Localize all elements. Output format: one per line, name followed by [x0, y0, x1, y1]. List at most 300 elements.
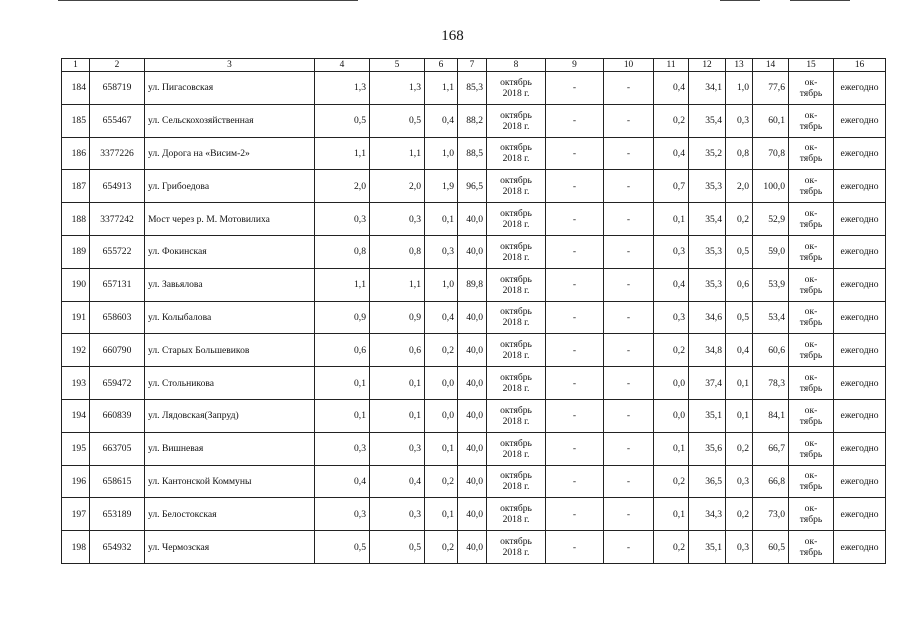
value-col-5: 1,1 — [370, 268, 425, 301]
month-col-15-line-2: тябрь — [799, 219, 823, 231]
table-row — [62, 399, 886, 432]
row-number: 195 — [62, 432, 90, 465]
value-col-5: 0,5 — [370, 531, 425, 564]
table-row — [62, 498, 886, 531]
value-col-10: - — [604, 170, 654, 203]
value-col-7: 40,0 — [458, 399, 487, 432]
value-col-12: 35,6 — [689, 432, 726, 465]
frequency-col-16: ежегодно — [834, 170, 886, 203]
value-col-10: - — [604, 104, 654, 137]
value-col-11: 0,0 — [654, 399, 689, 432]
value-col-12: 35,3 — [689, 170, 726, 203]
value-col-5: 0,6 — [370, 334, 425, 367]
column-number-10: 10 — [604, 59, 654, 72]
value-col-13: 0,3 — [726, 465, 753, 498]
period-col-8-line-2: 2018 г. — [502, 153, 530, 165]
value-col-9: - — [546, 203, 604, 236]
object-id: 654932 — [90, 531, 145, 564]
value-col-6: 0,2 — [425, 531, 458, 564]
value-col-6: 0,4 — [425, 301, 458, 334]
month-col-15-line-2: тябрь — [799, 87, 823, 99]
month-col-15-line-2: тябрь — [799, 186, 823, 198]
value-col-14: 60,5 — [753, 531, 789, 564]
frequency-col-16: ежегодно — [834, 334, 886, 367]
value-col-13: 0,4 — [726, 334, 753, 367]
month-col-15 — [789, 203, 834, 236]
value-col-4: 1,3 — [315, 72, 370, 105]
value-col-7: 40,0 — [458, 235, 487, 268]
period-col-8-line-2: 2018 г. — [502, 186, 530, 198]
value-col-5: 0,3 — [370, 432, 425, 465]
column-number-8: 8 — [487, 59, 546, 72]
street-name: ул. Кантонской Коммуны — [145, 465, 315, 498]
object-id: 653189 — [90, 498, 145, 531]
object-id: 3377226 — [90, 137, 145, 170]
period-col-8 — [487, 334, 546, 367]
period-col-8-line-2: 2018 г. — [502, 514, 530, 526]
object-id: 654913 — [90, 170, 145, 203]
period-col-8 — [487, 498, 546, 531]
row-number: 188 — [62, 203, 90, 236]
value-col-11: 0,4 — [654, 268, 689, 301]
value-col-14: 66,7 — [753, 432, 789, 465]
column-number-13: 13 — [726, 59, 753, 72]
value-col-14: 100,0 — [753, 170, 789, 203]
period-col-8 — [487, 531, 546, 564]
street-name: ул. Пигасовская — [145, 72, 315, 105]
value-col-4: 2,0 — [315, 170, 370, 203]
frequency-col-16: ежегодно — [834, 367, 886, 400]
month-col-15-line-2: тябрь — [799, 415, 823, 427]
value-col-14: 60,6 — [753, 334, 789, 367]
month-col-15-line-1: ок- — [804, 208, 818, 220]
object-id: 655467 — [90, 104, 145, 137]
period-col-8 — [487, 268, 546, 301]
object-id: 658615 — [90, 465, 145, 498]
value-col-7: 40,0 — [458, 203, 487, 236]
value-col-12: 34,8 — [689, 334, 726, 367]
value-col-7: 40,0 — [458, 465, 487, 498]
value-col-14: 70,8 — [753, 137, 789, 170]
value-col-9: - — [546, 235, 604, 268]
page-number: 168 — [441, 28, 464, 44]
month-col-15-line-1: ок- — [804, 437, 818, 449]
value-col-11: 0,4 — [654, 137, 689, 170]
value-col-6: 1,0 — [425, 268, 458, 301]
street-name: ул. Лядовская(Запруд) — [145, 399, 315, 432]
object-id: 659472 — [90, 367, 145, 400]
column-number-2: 2 — [90, 59, 145, 72]
period-col-8-line-2: 2018 г. — [502, 383, 530, 395]
street-name: ул. Сельскохозяйственная — [145, 104, 315, 137]
value-col-6: 0,1 — [425, 432, 458, 465]
value-col-4: 1,1 — [315, 137, 370, 170]
value-col-6: 1,1 — [425, 72, 458, 105]
value-col-11: 0,2 — [654, 465, 689, 498]
table-row — [62, 367, 886, 400]
value-col-10: - — [604, 137, 654, 170]
column-number-14: 14 — [753, 59, 789, 72]
value-col-6: 1,0 — [425, 137, 458, 170]
value-col-13: 0,2 — [726, 498, 753, 531]
value-col-4: 0,5 — [315, 104, 370, 137]
month-col-15-line-2: тябрь — [799, 350, 823, 362]
period-col-8-line-1: октябрь — [500, 240, 532, 252]
row-number: 187 — [62, 170, 90, 203]
value-col-10: - — [604, 531, 654, 564]
value-col-13: 0,8 — [726, 137, 753, 170]
row-number: 196 — [62, 465, 90, 498]
table-row — [62, 465, 886, 498]
value-col-9: - — [546, 498, 604, 531]
table-row — [62, 268, 886, 301]
object-id: 3377242 — [90, 203, 145, 236]
period-col-8 — [487, 104, 546, 137]
value-col-4: 0,3 — [315, 432, 370, 465]
value-col-14: 73,0 — [753, 498, 789, 531]
month-col-15 — [789, 531, 834, 564]
value-col-12: 34,1 — [689, 72, 726, 105]
table-row — [62, 203, 886, 236]
period-col-8-line-2: 2018 г. — [502, 448, 530, 460]
period-col-8-line-1: октябрь — [500, 306, 532, 318]
value-col-5: 0,4 — [370, 465, 425, 498]
frequency-col-16: ежегодно — [834, 104, 886, 137]
value-col-9: - — [546, 399, 604, 432]
column-number-11: 11 — [654, 59, 689, 72]
month-col-15 — [789, 432, 834, 465]
street-name: ул. Завьялова — [145, 268, 315, 301]
period-col-8-line-2: 2018 г. — [502, 219, 530, 231]
period-col-8-line-2: 2018 г. — [502, 547, 530, 559]
period-col-8-line-1: октябрь — [500, 339, 532, 351]
value-col-12: 36,5 — [689, 465, 726, 498]
value-col-6: 0,1 — [425, 203, 458, 236]
row-number: 185 — [62, 104, 90, 137]
value-col-11: 0,2 — [654, 104, 689, 137]
period-col-8 — [487, 367, 546, 400]
value-col-12: 35,1 — [689, 531, 726, 564]
table-row — [62, 531, 886, 564]
frequency-col-16: ежегодно — [834, 399, 886, 432]
value-col-10: - — [604, 432, 654, 465]
value-col-14: 52,9 — [753, 203, 789, 236]
month-col-15-line-1: ок- — [804, 240, 818, 252]
value-col-6: 0,2 — [425, 334, 458, 367]
value-col-5: 0,3 — [370, 203, 425, 236]
month-col-15 — [789, 399, 834, 432]
row-number: 193 — [62, 367, 90, 400]
value-col-4: 0,6 — [315, 334, 370, 367]
table-row — [62, 432, 886, 465]
frequency-col-16: ежегодно — [834, 235, 886, 268]
object-id: 660839 — [90, 399, 145, 432]
period-col-8-line-2: 2018 г. — [502, 251, 530, 263]
street-name: ул. Белостокская — [145, 498, 315, 531]
object-id: 658603 — [90, 301, 145, 334]
value-col-9: - — [546, 72, 604, 105]
month-col-15 — [789, 498, 834, 531]
month-col-15-line-2: тябрь — [799, 284, 823, 296]
period-col-8 — [487, 235, 546, 268]
frequency-col-16: ежегодно — [834, 301, 886, 334]
row-number: 190 — [62, 268, 90, 301]
row-number: 186 — [62, 137, 90, 170]
value-col-7: 40,0 — [458, 367, 487, 400]
frequency-col-16: ежегодно — [834, 498, 886, 531]
column-number-1: 1 — [62, 59, 90, 72]
month-col-15-line-1: ок- — [804, 536, 818, 548]
month-col-15 — [789, 104, 834, 137]
value-col-7: 40,0 — [458, 498, 487, 531]
month-col-15 — [789, 465, 834, 498]
value-col-10: - — [604, 203, 654, 236]
column-number-5: 5 — [370, 59, 425, 72]
value-col-7: 89,8 — [458, 268, 487, 301]
frequency-col-16: ежегодно — [834, 137, 886, 170]
month-col-15 — [789, 235, 834, 268]
value-col-13: 0,5 — [726, 235, 753, 268]
frequency-col-16: ежегодно — [834, 268, 886, 301]
street-name: ул. Старых Большевиков — [145, 334, 315, 367]
column-number-7: 7 — [458, 59, 487, 72]
value-col-10: - — [604, 498, 654, 531]
value-col-12: 35,4 — [689, 104, 726, 137]
frequency-col-16: ежегодно — [834, 72, 886, 105]
month-col-15-line-1: ок- — [804, 470, 818, 482]
row-number: 197 — [62, 498, 90, 531]
period-col-8 — [487, 301, 546, 334]
value-col-11: 0,1 — [654, 498, 689, 531]
frequency-col-16: ежегодно — [834, 465, 886, 498]
value-col-12: 37,4 — [689, 367, 726, 400]
value-col-4: 0,9 — [315, 301, 370, 334]
period-col-8-line-1: октябрь — [500, 208, 532, 220]
month-col-15-line-2: тябрь — [799, 448, 823, 460]
value-col-10: - — [604, 334, 654, 367]
period-col-8-line-1: октябрь — [500, 273, 532, 285]
period-col-8-line-1: октябрь — [500, 372, 532, 384]
value-col-12: 35,1 — [689, 399, 726, 432]
period-col-8 — [487, 432, 546, 465]
value-col-9: - — [546, 268, 604, 301]
value-col-4: 1,1 — [315, 268, 370, 301]
value-col-9: - — [546, 334, 604, 367]
value-col-14: 53,4 — [753, 301, 789, 334]
value-col-12: 35,3 — [689, 235, 726, 268]
street-name: ул. Колыбалова — [145, 301, 315, 334]
month-col-15-line-1: ок- — [804, 76, 818, 88]
object-id: 658719 — [90, 72, 145, 105]
value-col-9: - — [546, 301, 604, 334]
period-col-8-line-1: октябрь — [500, 536, 532, 548]
month-col-15 — [789, 137, 834, 170]
table-row — [62, 104, 886, 137]
month-col-15-line-2: тябрь — [799, 383, 823, 395]
month-col-15-line-2: тябрь — [799, 153, 823, 165]
value-col-5: 0,1 — [370, 367, 425, 400]
frequency-col-16: ежегодно — [834, 432, 886, 465]
value-col-14: 77,6 — [753, 72, 789, 105]
period-col-8-line-2: 2018 г. — [502, 317, 530, 329]
month-col-15-line-2: тябрь — [799, 514, 823, 526]
month-col-15 — [789, 170, 834, 203]
value-col-9: - — [546, 531, 604, 564]
value-col-10: - — [604, 301, 654, 334]
month-col-15-line-1: ок- — [804, 372, 818, 384]
value-col-13: 0,2 — [726, 203, 753, 236]
period-col-8 — [487, 465, 546, 498]
value-col-7: 40,0 — [458, 301, 487, 334]
value-col-13: 0,6 — [726, 268, 753, 301]
period-col-8-line-1: октябрь — [500, 76, 532, 88]
column-number-4: 4 — [315, 59, 370, 72]
month-col-15-line-1: ок- — [804, 503, 818, 515]
value-col-9: - — [546, 104, 604, 137]
value-col-11: 0,2 — [654, 531, 689, 564]
column-number-row — [62, 59, 886, 72]
column-number-6: 6 — [425, 59, 458, 72]
month-col-15-line-1: ок- — [804, 306, 818, 318]
value-col-5: 0,9 — [370, 301, 425, 334]
value-col-7: 40,0 — [458, 334, 487, 367]
value-col-11: 0,1 — [654, 203, 689, 236]
value-col-13: 0,3 — [726, 531, 753, 564]
month-col-15-line-2: тябрь — [799, 120, 823, 132]
table-row — [62, 170, 886, 203]
value-col-9: - — [546, 137, 604, 170]
value-col-13: 0,3 — [726, 104, 753, 137]
street-name: ул. Вишневая — [145, 432, 315, 465]
month-col-15-line-2: тябрь — [799, 317, 823, 329]
value-col-4: 0,1 — [315, 367, 370, 400]
value-col-10: - — [604, 235, 654, 268]
object-id: 663705 — [90, 432, 145, 465]
value-col-13: 0,1 — [726, 399, 753, 432]
register-table — [61, 58, 886, 564]
value-col-9: - — [546, 170, 604, 203]
value-col-14: 53,9 — [753, 268, 789, 301]
scan-edge-line-right — [720, 0, 760, 1]
value-col-4: 0,3 — [315, 498, 370, 531]
value-col-14: 60,1 — [753, 104, 789, 137]
value-col-11: 0,1 — [654, 432, 689, 465]
value-col-14: 78,3 — [753, 367, 789, 400]
value-col-4: 0,8 — [315, 235, 370, 268]
value-col-13: 1,0 — [726, 72, 753, 105]
column-number-12: 12 — [689, 59, 726, 72]
object-id: 657131 — [90, 268, 145, 301]
period-col-8-line-2: 2018 г. — [502, 350, 530, 362]
object-id: 660790 — [90, 334, 145, 367]
month-col-15 — [789, 268, 834, 301]
value-col-13: 0,5 — [726, 301, 753, 334]
street-name: ул. Чермозская — [145, 531, 315, 564]
value-col-5: 1,3 — [370, 72, 425, 105]
row-number: 192 — [62, 334, 90, 367]
value-col-14: 84,1 — [753, 399, 789, 432]
column-number-9: 9 — [546, 59, 604, 72]
value-col-11: 0,3 — [654, 301, 689, 334]
value-col-11: 0,3 — [654, 235, 689, 268]
value-col-11: 0,4 — [654, 72, 689, 105]
value-col-14: 66,8 — [753, 465, 789, 498]
month-col-15 — [789, 72, 834, 105]
value-col-5: 0,3 — [370, 498, 425, 531]
value-col-7: 88,2 — [458, 104, 487, 137]
object-id: 655722 — [90, 235, 145, 268]
month-col-15-line-1: ок- — [804, 142, 818, 154]
period-col-8-line-2: 2018 г. — [502, 481, 530, 493]
row-number: 184 — [62, 72, 90, 105]
value-col-7: 85,3 — [458, 72, 487, 105]
table-row — [62, 235, 886, 268]
street-name: Мост через р. М. Мотовилиха — [145, 203, 315, 236]
value-col-5: 0,8 — [370, 235, 425, 268]
frequency-col-16: ежегодно — [834, 531, 886, 564]
month-col-15 — [789, 301, 834, 334]
column-number-3: 3 — [145, 59, 315, 72]
value-col-6: 0,0 — [425, 399, 458, 432]
month-col-15-line-1: ок- — [804, 273, 818, 285]
street-name: ул. Фокинская — [145, 235, 315, 268]
period-col-8 — [487, 137, 546, 170]
month-col-15-line-1: ок- — [804, 175, 818, 187]
scan-edge-line-left — [58, 0, 358, 1]
month-col-15 — [789, 367, 834, 400]
period-col-8-line-2: 2018 г. — [502, 415, 530, 427]
month-col-15-line-2: тябрь — [799, 547, 823, 559]
value-col-4: 0,5 — [315, 531, 370, 564]
value-col-7: 88,5 — [458, 137, 487, 170]
period-col-8-line-2: 2018 г. — [502, 87, 530, 99]
month-col-15-line-2: тябрь — [799, 251, 823, 263]
value-col-5: 0,1 — [370, 399, 425, 432]
street-name: ул. Грибоедова — [145, 170, 315, 203]
value-col-9: - — [546, 367, 604, 400]
value-col-12: 35,2 — [689, 137, 726, 170]
period-col-8-line-1: октябрь — [500, 470, 532, 482]
month-col-15-line-1: ок- — [804, 109, 818, 121]
value-col-10: - — [604, 465, 654, 498]
period-col-8-line-1: октябрь — [500, 437, 532, 449]
value-col-12: 35,4 — [689, 203, 726, 236]
period-col-8 — [487, 399, 546, 432]
table-row — [62, 137, 886, 170]
value-col-10: - — [604, 367, 654, 400]
frequency-col-16: ежегодно — [834, 203, 886, 236]
value-col-6: 1,9 — [425, 170, 458, 203]
month-col-15 — [789, 334, 834, 367]
period-col-8 — [487, 203, 546, 236]
period-col-8 — [487, 72, 546, 105]
period-col-8-line-1: октябрь — [500, 175, 532, 187]
value-col-6: 0,4 — [425, 104, 458, 137]
street-name: ул. Дорога на «Висим-2» — [145, 137, 315, 170]
table-row — [62, 72, 886, 105]
scan-edge-line-far-right — [790, 0, 850, 1]
value-col-10: - — [604, 268, 654, 301]
street-name: ул. Стольникова — [145, 367, 315, 400]
value-col-5: 0,5 — [370, 104, 425, 137]
value-col-7: 40,0 — [458, 432, 487, 465]
value-col-6: 0,3 — [425, 235, 458, 268]
value-col-10: - — [604, 72, 654, 105]
value-col-6: 0,1 — [425, 498, 458, 531]
value-col-9: - — [546, 465, 604, 498]
value-col-11: 0,0 — [654, 367, 689, 400]
row-number: 198 — [62, 531, 90, 564]
